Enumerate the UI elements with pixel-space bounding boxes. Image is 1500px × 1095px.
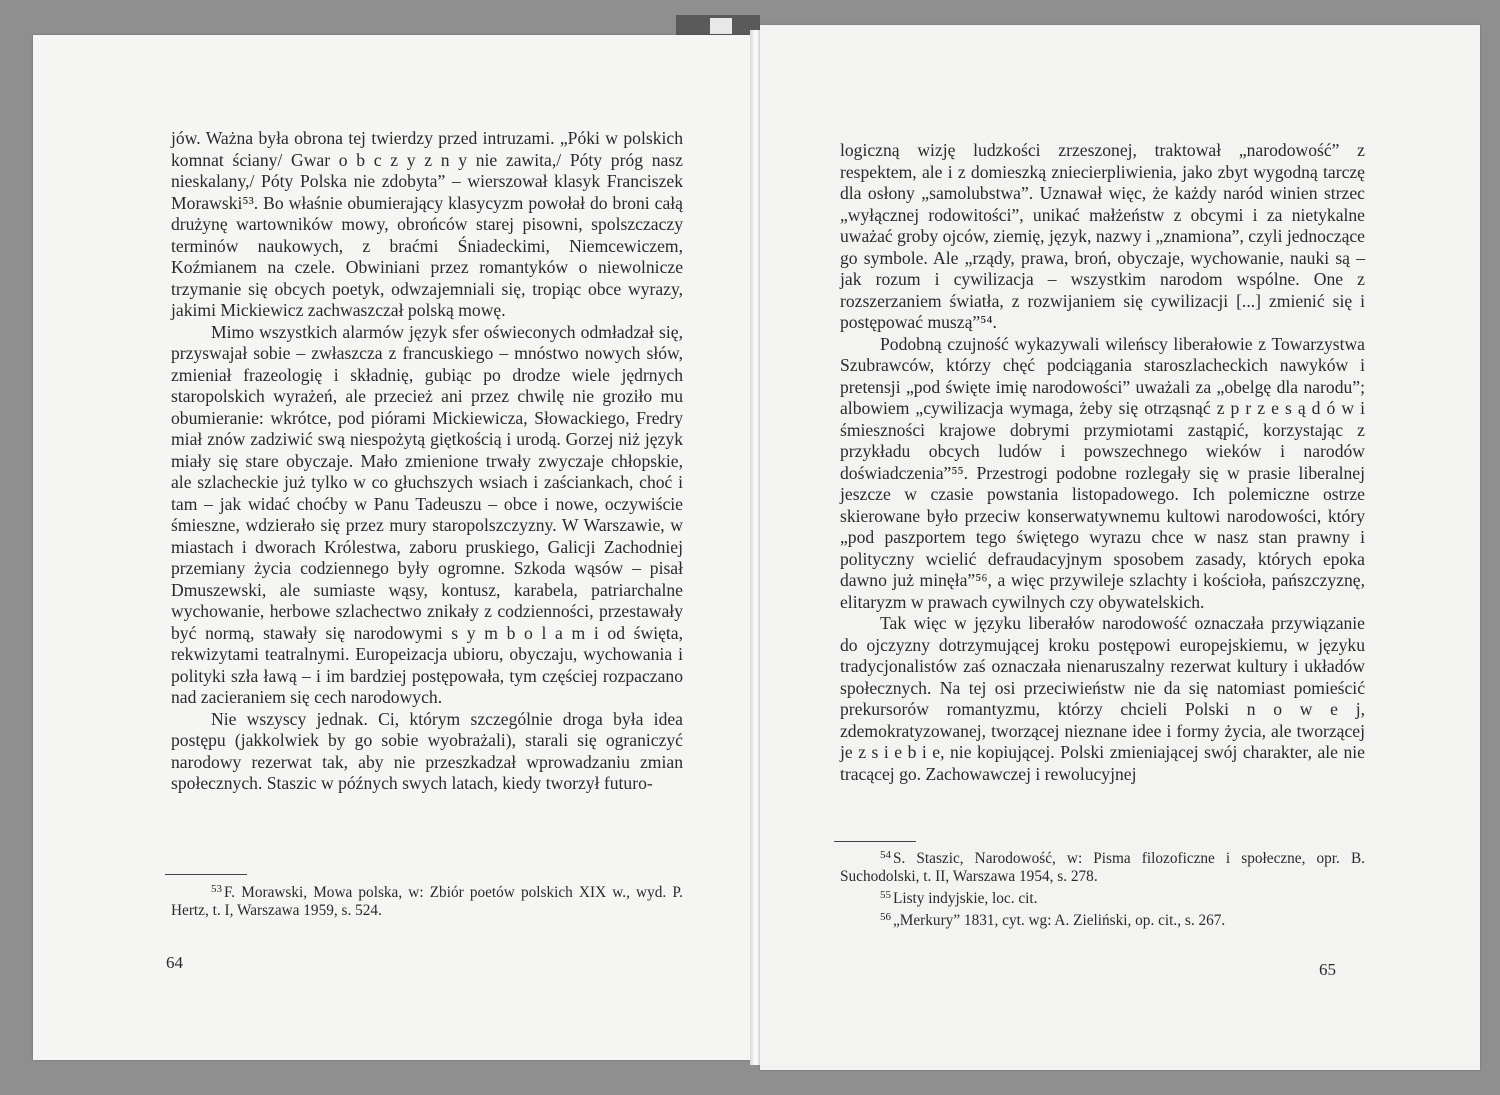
footnote-text: F. Morawski, Mowa polska, w: Zbiór poetów polskich XIX w., wyd. P. Hertz, t. I, Warszawa 1959, s. 524. [171,884,683,919]
paragraph: Mimo wszystkich alarmów język sfer oświeconych odmładzał się, przyswajał sobie – zwłaszcza z francuskiego – mnóstwo nowych słów, zmieniał frazeologię i składnię, gubiąc po drodze wiele jędrnych staropolskich wyrażeń, ale przecież ani przez chwilę nie groziło mu obumieranie: wkrótce, pod piórami Mickiewicza, Słowackiego, Fredry miał znów zadziwić swą niespożytą giętkością i urodą. Gorzej niż język miały się stare obyczaje. Mało zmienione trwały zwyczaje chłopskie, ale szlacheckie już tylko w co głuchszych wsiach i zaściankach, choć i tam – jak widać choćby w Panu Tadeuszu – obce i nowe, oczywiście śmieszne, wdzierało się przez mury staropolszczyzny. W Warszawie, w miastach i dworach Królestwa, zaboru pruskiego, Galicji Zachodniej przemiany życia codziennego były ogromne. Szkoda wąsów – pisał Dmuszewski, ale sumiaste wąsy, kontusz, karabela, patriarchalne wychowanie, herbowe szlachectwo znikały z codzienności, przestawały być normą, stawały się narodowymi s y m b o l a m i od święta, rekwizytami teatralnymi. Europeizacja ubioru, obyczaju, wychowania i polityki szła ławą – i im bardziej postępowała, tym częściej rozpaczano nad zacieraniem się cech narodowych. [171,321,683,707]
footnote [171,880,683,920]
page-number: 65 [1319,960,1336,979]
paragraph: Tak więc w języku liberałów narodowość oznaczała przywiązanie do ojczyzny dotrzymującej kroku postępowi europejskiemu, w języku tradycjonalistów zaś oznaczała nienaruszalny rezerwat kultury i układów społecznych. Na tej osi przeciwieństw nie da się natomiast pomieścić prekursorów romantyzmu, którzy chcieli Polski n o w e j, zdemokratyzowanej, tworzącej nieznane idee i formy życia, ale tworzącej je z s i e b i e, nie kopiującej. Polski zmieniającej swój charakter, ale nie tracącej go. Zachowawczej i rewolucyjnej [840,613,1365,784]
right-page [760,25,1480,1070]
footnote [840,886,1365,908]
footnote-text: „Merkury” 1831, cyt. wg: A. Zieliński, op. cit., s. 267. [893,912,1226,929]
right-footnotes [840,846,1365,930]
left-footnotes [171,880,683,920]
left-page [33,35,753,1060]
footnote-number: 53 [211,883,222,895]
footnote-rule [834,841,916,842]
right-body-text [840,140,1365,785]
footnote [840,846,1365,886]
left-body-text [171,128,683,795]
page-number: 64 [166,953,183,972]
paragraph: logiczną wizję ludzkości zrzeszonej, traktował „narodowość” z respektem, ale i z domieszką zniecierpliwienia, jako zbyt wygodną tarczę dla osłony „samolubstwa”. Uznawał więc, że każdy naród winien strzec „wyłącznej rodowitości”, unikać małżeństw z obcymi i za nietykalne uważać groby ojców, ziemię, język, nazwy i „znamiona”, czyli jednoczące go symbole. Ale „rządy, prawa, broń, obyczaje, wychowanie, nauki są – jak rozum i cywilizacja – wszystkim narodom wspólne. One z rozszerzaniem światła, z rozwijaniem się cywilizacji [...] zmienić się i postępować muszą”⁵⁴. [840,140,1365,332]
footnote-rule [165,874,247,875]
footnote-text: Listy indyjskie, loc. cit. [893,890,1038,907]
footnote-text: S. Staszic, Narodowość, w: Pisma filozoficzne i społeczne, opr. B. Suchodolski, t. II, Warszawa 1954, s. 278. [840,850,1365,885]
footnote-number: 54 [880,849,891,861]
footnote-number: 55 [880,889,891,901]
paragraph: Nie wszyscy jednak. Ci, którym szczególnie droga była idea postępu (jakkolwiek by go sobie wyobrażali), starali się ograniczyć narodowy rezerwat tak, aby nie przeszkadzał wprowadzaniu zmian społecznych. Staszic w późnych swych latach, kiedy tworzył futuro- [171,708,683,793]
footnote [840,908,1365,930]
paragraph: Podobną czujność wykazywali wileńscy liberałowie z Towarzystwa Szubrawców, którzy chęć podciągania staroszlacheckich nawyków i pretensji „pod święte imię narodowości” uważali za „obelgę dla narodu”; albowiem „cywilizacja wymaga, żeby się otrząsnąć z p r z e s ą d ó w i śmieszności krajowe dobrymi przymiotami zastąpić, korzystając z przykładu obcych ludów i powszechnego wieków i narodów doświadczenia”⁵⁵. Przestrogi podobne rozlegały się w prasie liberalnej jeszcze w czasie powstania listopadowego. Ich polemiczne ostrze skierowane było przeciw konserwatywnemu kultowi narodowości, który „pod paszportem tego świętego wyrazu chce w nasz stan prawny i polityczny wcielić defraudacyjnym sposobem zasady, których epoka dawno już minęła”⁵⁶, a więc przywileje szlachty i kościoła, pańszczyznę, elitaryzm w prawach cywilnych czy obywatelskich. [840,333,1365,612]
paragraph: jów. Ważna była obrona tej twierdzy przed intruzami. „Póki w polskich komnat ściany/ Gwar o b c z y z n y nie zawita,/ Póty próg nasz nieskalany,/ Póty Polska nie zdobyta” – wierszował klasyk Franciszek Morawski⁵³. Bo właśnie obumierający klasycyzm powołał do broni całą drużynę wartowników mowy, obrońców starej pisowni, spolszczaczy terminów naukowych, z braćmi Śniadeckimi, Niemcewiczem, Koźmianem na czele. Obwiniani przez romantyków o niewolnicze trzymanie się obcych poetyk, odwzajemniali się, tropiąc obce wyrazy, jakimi Mickiewicz zachwaszczał polską mowę. [171,128,683,320]
bookmark-tab [676,15,760,37]
footnote-number: 56 [880,911,891,923]
